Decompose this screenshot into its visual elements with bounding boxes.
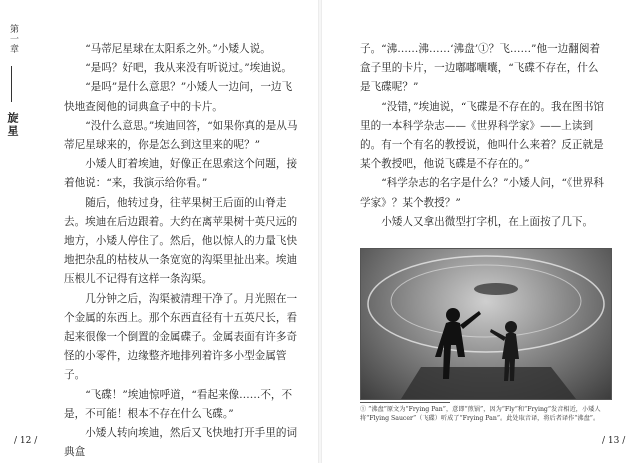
paragraph: “马蒂尼星球在太阳系之外。”小矮人说。 (85, 43, 271, 55)
chapter-label: 第一章 (8, 24, 18, 54)
right-body-text (360, 40, 608, 232)
paragraph: 几分钟之后，沟渠被清理干净了。月光照在一个金属的东西上。那个东西直径有十五英尺长，看起来很像一个倒置的金属碟子。金属表面有许多奇怪的小零件，边缘整齐地排列着许多小型金属管子。 (64, 292, 298, 382)
paragraph: 小矮人转向埃迪，然后又飞快地打开手里的词典盒 (64, 427, 298, 459)
flying-saucer-illustration (360, 248, 612, 400)
page-number-left: / 12 / (14, 436, 38, 446)
paragraph: “没什么意思。”埃迪回答，“如果你真的是从马蒂尼星球来的，你是怎么到这里来的呢？” (64, 119, 298, 152)
chapter-title: 旋星 (6, 112, 19, 138)
paragraph: “没错，”埃迪说，“飞碟是不存在的。我在图书馆里的一本科学杂志——《世界科学家》——上读到的。有一个有名的教授说，他叫什么来着？反正就是某个教授吧，他说飞碟是不存在的。” (360, 100, 605, 171)
paragraph: 小矮人盯着埃迪，好像正在思索这个问题，接着他说：“来，我演示给你看。” (64, 158, 298, 190)
paragraph: 子。“沸……沸……‘沸盘’①？飞……”他一边翻阅着盒子里的卡片，一边嘟嘟囔囔，“飞碟不存在，什么是飞碟呢？” (360, 43, 601, 94)
chapter-divider (11, 66, 12, 102)
left-page (0, 0, 318, 463)
right-page (322, 0, 640, 463)
paragraph: 小矮人又拿出微型打字机，在上面按了几下。 (381, 215, 594, 228)
paragraph: “是吗”是什么意思？”小矮人一边问，一边飞快地查阅他的词典盒子中的卡片。 (64, 81, 293, 113)
paragraph: “是吗？好吧，我从来没有听说过。”埃迪说。 (85, 62, 292, 75)
paragraph: “飞碟！”埃迪惊呼道，“看起来像……不，不是，不可能！根本不存在什么飞碟。” (64, 388, 293, 420)
paragraph: 随后，他转过身，往苹果树王后面的山脊走去。埃迪在后边跟着。大约在离苹果树十英尺远的地方，小矮人停住了。然后，他以惊人的力量飞快地把杂乱的枯枝从一条宽宽的沟渠里扯出来。埃迪压根儿不记得有这样一条沟渠。 (64, 196, 298, 286)
left-body-text (64, 40, 300, 462)
page-number-right: / 13 / (602, 436, 626, 446)
footnote: ① “沸盘”原文为“Frying Pan”，意即“煎锅”，因为“Fly”和“Frying”发音相近，小矮人将“Flying Saucer”（飞碟）听成了“Frying Pan”。此处取音译，将后者译作“沸盘”。 (360, 406, 601, 422)
footnote-divider (360, 402, 450, 403)
paragraph: “科学杂志的名字是什么？”小矮人问，“《世界科学家》？某个教授？” (360, 177, 605, 209)
saucer-scene-icon (361, 249, 611, 399)
